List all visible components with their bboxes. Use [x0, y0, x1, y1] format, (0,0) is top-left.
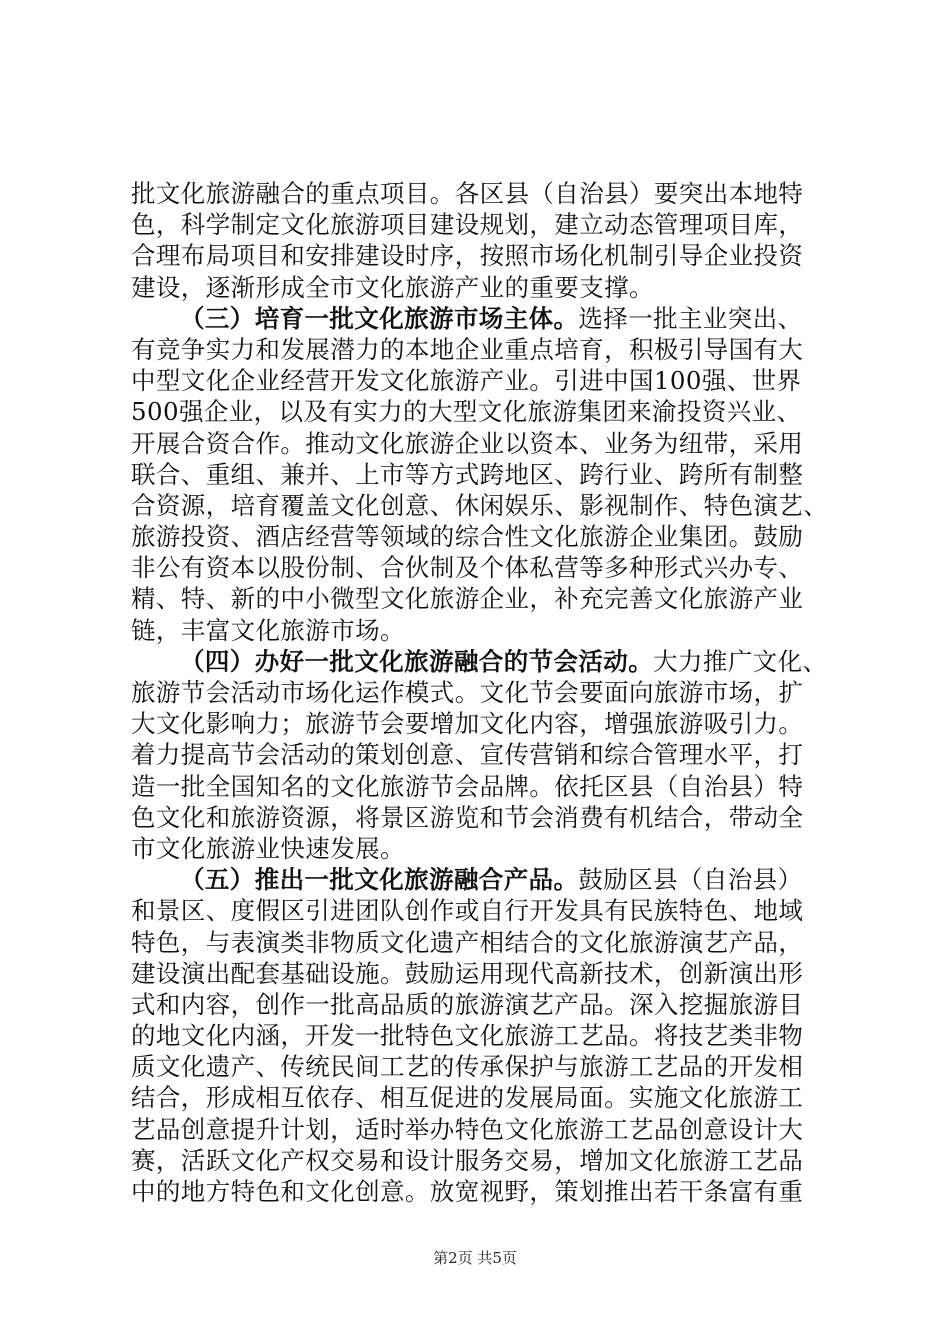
text-line: 精、特、新的中小微型文化旅游企业，补充完善文化旅游产业 — [131, 584, 804, 614]
section-heading: （五）推出一批文化旅游融合产品。 — [180, 865, 579, 895]
paragraph-text: 选择一批主业突出、 — [578, 303, 803, 333]
text-line: 特色，与表演类非物质文化遗产相结合的文化旅游演艺产品， — [131, 927, 804, 957]
text-line: 色文化和旅游资源，将景区游览和节会消费有机结合，带动全 — [131, 802, 804, 832]
section-heading: （三）培育一批文化旅游市场主体。 — [180, 303, 579, 333]
text-line: 建设，逐渐形成全市文化旅游产业的重要支撑。 — [131, 272, 654, 302]
paragraph-first-line — [131, 864, 831, 895]
section-heading: （四）办好一批文化旅游融合的节会活动。 — [180, 646, 654, 676]
text-line: 和景区、度假区引进团队创作或自行开发具有民族特色、地域 — [131, 896, 804, 926]
page-number-footer: 第2页 共5页 — [433, 1249, 517, 1267]
paragraph-text: 鼓励区县（自治县） — [578, 865, 803, 895]
text-line: 着力提高节会活动的策划创意、宣传营销和综合管理水平，打 — [131, 740, 804, 770]
text-line: 质文化遗产、传统民间工艺的传承保护与旅游工艺品的开发相 — [131, 1052, 804, 1082]
text-line: 500强企业，以及有实力的大型文化旅游集团来渝投资兴业、 — [131, 397, 802, 427]
text-line: 色，科学制定文化旅游项目建设规划，建立动态管理项目库， — [131, 210, 804, 240]
text-line: 结合，形成相互依存、相互促进的发展局面。实施文化旅游工 — [131, 1083, 804, 1113]
text-line: 市文化旅游业快速发展。 — [131, 833, 405, 863]
text-line: 建设演出配套基础设施。鼓励运用现代高新技术，创新演出形 — [131, 958, 804, 988]
text-line: 大文化影响力；旅游节会要增加文化内容，增强旅游吸引力。 — [131, 709, 804, 739]
text-line: 赛，活跃文化产权交易和设计服务交易，增加文化旅游工艺品 — [131, 1145, 804, 1175]
text-line: 合理布局项目和安排建设时序，按照市场化机制引导企业投资 — [131, 241, 804, 271]
paragraph-first-line — [131, 646, 831, 677]
document-body — [131, 178, 831, 1207]
text-line: 式和内容，创作一批高品质的旅游演艺产品。深入挖掘旅游目 — [131, 989, 804, 1019]
text-line: 造一批全国知名的文化旅游节会品牌。依托区县（自治县）特 — [131, 771, 804, 801]
paragraph-first-line — [131, 303, 831, 334]
text-line: 有竞争实力和发展潜力的本地企业重点培育，积极引导国有大 — [131, 334, 804, 364]
text-line: 旅游节会活动市场化运作模式。文化节会要面向旅游市场，扩 — [131, 678, 804, 707]
text-line: 中型文化企业经营开发文化旅游产业。引进中国100强、世界 — [131, 366, 802, 396]
text-line: 艺品创意提升计划，适时举办特色文化旅游工艺品创意设计大 — [131, 1114, 804, 1144]
text-line: 非公有资本以股份制、合伙制及个体私营等多种形式兴办专、 — [131, 553, 804, 583]
text-line: 批文化旅游融合的重点项目。各区县（自治县）要突出本地特 — [131, 179, 804, 208]
text-line: 合资源，培育覆盖文化创意、休闲娱乐、影视制作、特色演艺、 — [131, 490, 829, 520]
text-line: 的地文化内涵，开发一批特色文化旅游工艺品。将技艺类非物 — [131, 1021, 804, 1051]
text-line: 开展合资合作。推动文化旅游企业以资本、业务为纽带，采用 — [131, 428, 804, 458]
text-line: 联合、重组、兼并、上市等方式跨地区、跨行业、跨所有制整 — [131, 459, 804, 489]
paragraph-text: 大力推广文化、 — [653, 646, 828, 676]
text-line: 中的地方特色和文化创意。放宽视野，策划推出若干条富有重 — [131, 1177, 804, 1206]
text-line: 链，丰富文化旅游市场。 — [131, 615, 405, 645]
text-line: 旅游投资、酒店经营等领域的综合性文化旅游企业集团。鼓励 — [131, 522, 804, 552]
